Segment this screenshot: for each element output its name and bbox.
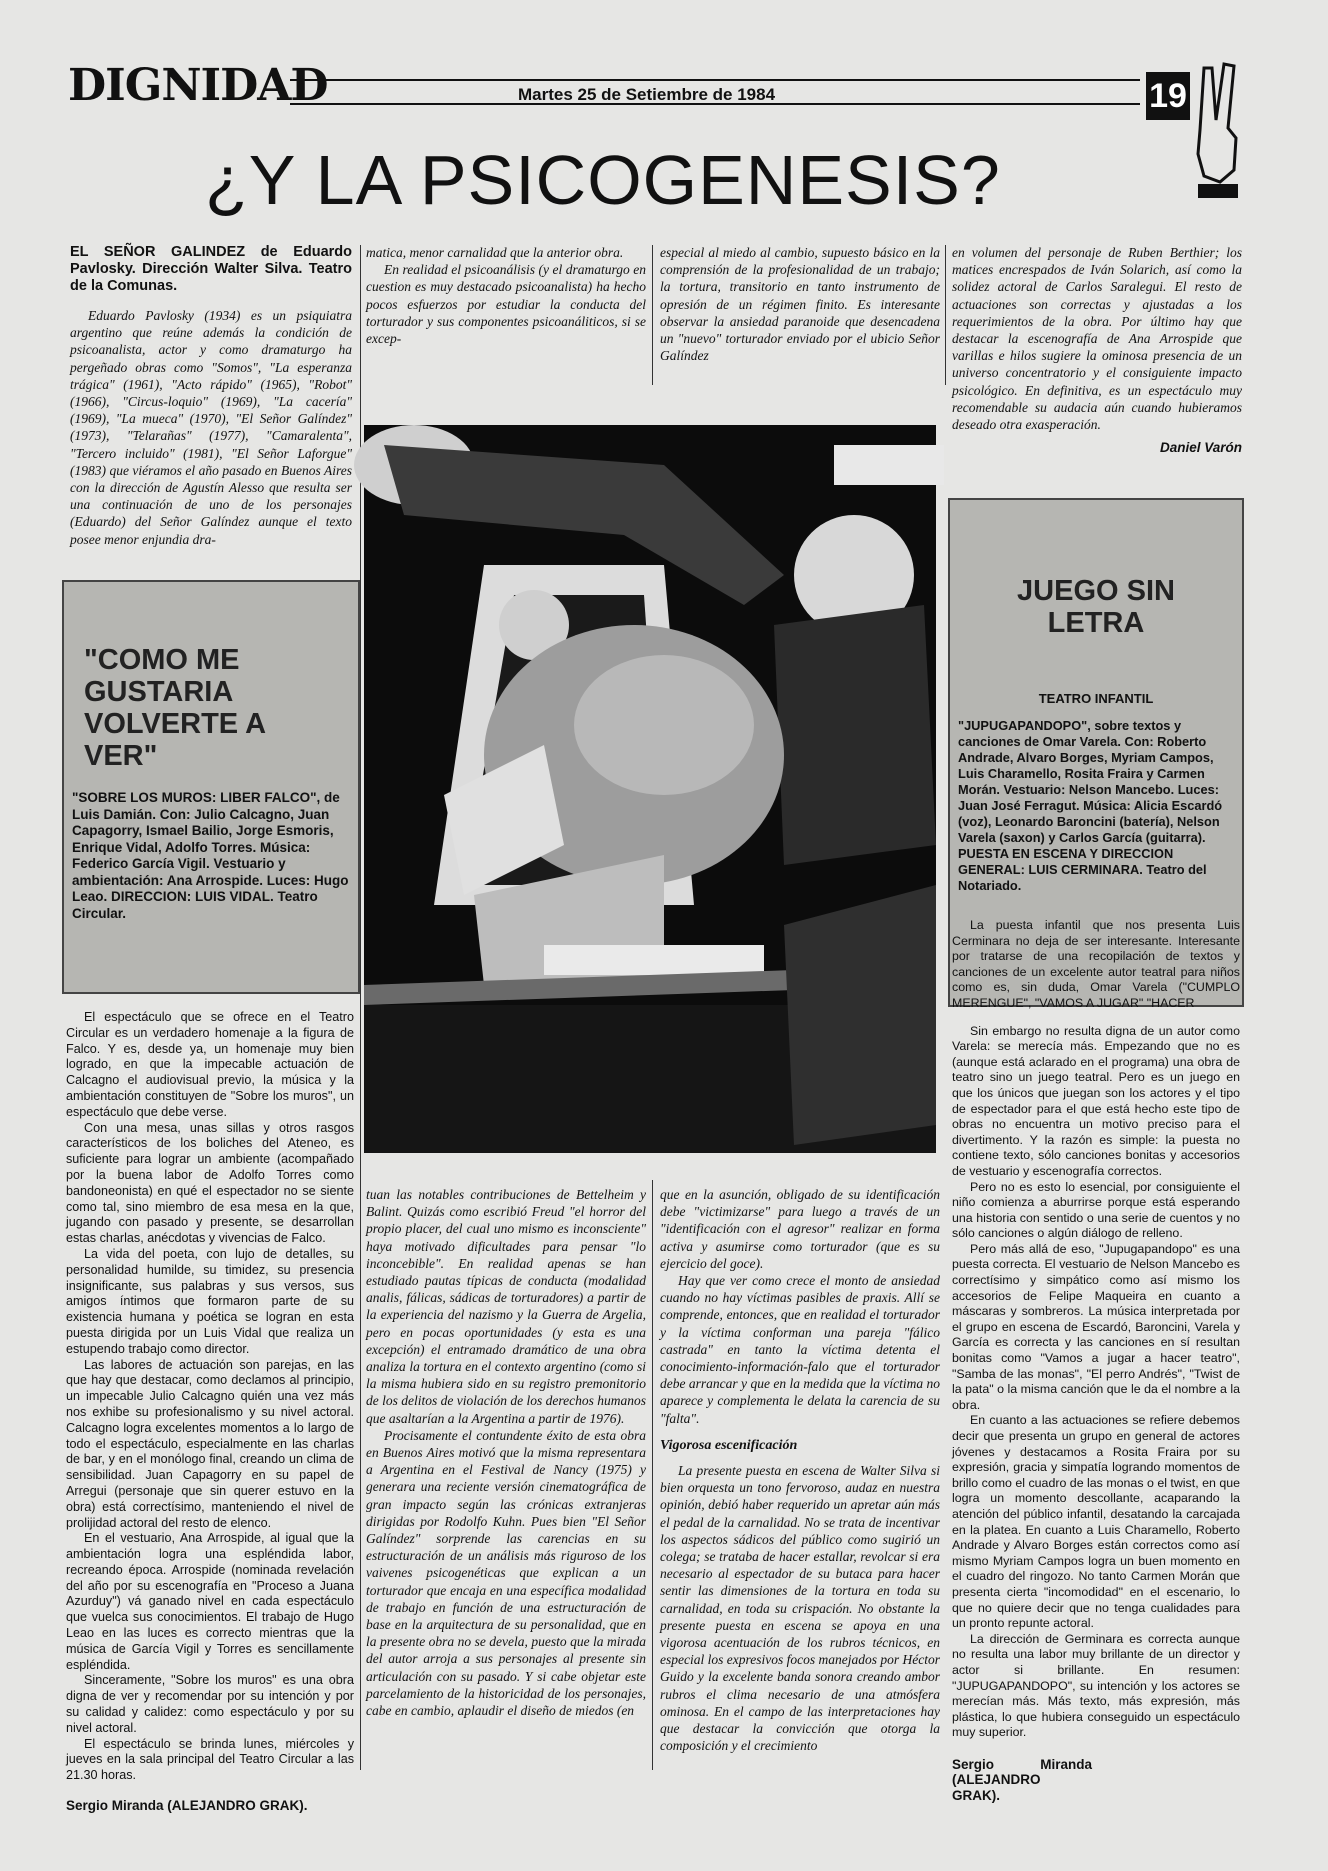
article-paragraph: Sinceramente, "Sobre los muros" es una obra digna de ver y recomendar por su intención y por su calidad y calidez: como espectáculo y por su nivel actoral. <box>66 1673 354 1735</box>
article-column <box>70 244 352 549</box>
review-title: "COMO ME GUSTARIA VOLVERTE A VER" <box>84 644 265 772</box>
article-paragraph: en volumen del personaje de Ruben Berthier; los matices encrespados de Iván Solarich, así como la solidez actoral de Carlos Saralegui. El resto de actuaciones son correctas y ajustadas a los requerimientos de la obra. Por último hay que destacar la escenografía de Ana Arrospide que varillas e hilos sugiere la ominosa presencia de un universo concentratorio y el consiguiente impacto psicológico. En definitiva, es un espectáculo muy recomendable su audacia aún cuando hubieramos deseado otra exasperación. <box>952 245 1242 433</box>
article-paragraph: Procisamente el contundente éxito de esta obra en Buenos Aires motivó que la misma representara a Argentina en el Festival de Nancy (1975) y generara una reciente versión cinematográfica de gran impacto según las crónicas extranjeras dirigidas por Rodolfo Kuhn. Pues bien "El Señor Galíndez" sorprende las carencias en su estructuración de un análisis más riguroso de los vaivenes psicogenéticas que explican a un torturador que encaja en una específica modalidad de trabajo en función de una estructuración de base en la arquitectura de su personalidad, que en la presente obra no se devela, puesto que la mirada del autor arroja a sus personajes al presente sin articulación con su pasado. Y si cabe objetar este parcelamiento de la historicidad de los personajes, cabe en cambio, aplaudir el diseño de miedos (en <box>366 1427 646 1719</box>
theatre-scene-photo <box>364 425 936 1153</box>
dateline: Martes 25 de Setiembre de 1984 <box>518 85 776 104</box>
article-paragraph: Con una mesa, unas sillas y otros rasgos característicos de los boliches del Ateneo, es suficiente para lograr un ambiente (acompañado por la buena labor de Adolfo Torres como bandoneonista) en qué el espectador no se siente como tal, sino miembro de esa mesa en la que, jugando con pasado y presente, se desarrollan estas charlas, anécdotas y vivencias de Falco. <box>66 1120 354 1246</box>
column-divider <box>945 245 946 385</box>
review-title: JUEGO SIN LETRA <box>1017 575 1175 639</box>
page-title: ¿Y LA PSICOGENESIS? <box>205 141 1001 219</box>
article-paragraph: Pero no es esto lo esencial, por consiguiente el niño comienza a aburrirse porque está esperando una historia con sentido o una serie de cuentos y no sólo canciones o algún diálogo de relleno. <box>952 1179 1240 1241</box>
article-paragraph: El espectáculo que se ofrece en el Teatro Circular es un verdadero homenaje a la figura de Falco. Y es, desde ya, un homenaje muy bien logrado, en que la impecable actuación de Calcagno el audiovisual previo, la música y la ambientación constituyen de "Sobre los muros", un espectáculo que debe verse. <box>66 1010 354 1119</box>
article-column <box>660 244 940 384</box>
article-paragraph: En realidad el psicoanálisis (y el dramaturgo en cuestion es muy destacado psicoanalista) ha hecho pocos esfuerzos por estudiar la conducta del torturador y sus componentes psicoanáliticos, si se excep- <box>366 262 646 347</box>
article-paragraph: Las labores de actuación son parejas, en las que hay que destacar, como declamos al principio, un impecable Julio Calcagno quién una vez más nos exhibe su profesionalismo y su nivel actoral. Calcagno logra excelentes momentos a lo largo de todo el espectáculo, especialmente en las charlas de bar, y en el monólogo final, creando un clima de sensibilidad. Juan Capagorry en su papel de Arregui (personaje que sin querer estuvo en la obra) está correctísimo, manteniendo el nivel de prolijidad actoral del resto de elenco. <box>66 1357 354 1530</box>
article-column <box>660 1186 940 1791</box>
masthead: DIGNIDAD <box>68 60 328 111</box>
article-credits: EL SEÑOR GALINDEZ de Eduardo Pavlosky. Dirección Walter Silva. Teatro de la Comunas. <box>70 244 352 294</box>
article-paragraph: La presente puesta en escena de Walter Silva si bien orquesta un tono fervoroso, audaz en nuestra opinión, debió haber requerido un apretar aún más el pedal de la carnalidad. No se trata de incentivar los aspectos sádicos del público como sugirió un colega; se trataba de hacer estallar, revolcar si era necesario al espectador de su butaca para hacer sentir las dimensiones de la tortura en toda su carnalidad, en toda su crispación. No obstante la presente puesta en escena se apoya en una vigorosa acentuación de los rubros técnicos, en especial los expresivos focos manejados por Héctor Guido y la excelente banda sonora creando ambor rubros el clima necesario de una atmósfera ominosa. En el campo de las interpretaciones hay que destacar la convicción que otorga la composición y el crecimiento <box>660 1463 940 1754</box>
review-credits: "JUPUGAPANDOPO", sobre textos y canciones de Omar Varela. Con: Roberto Andrade, Alvaro Borges, Myriam Campos, Luis Charamello, Rosita Fraira y Carmen Morán. Vestuario: Nelson Mancebo. Luces: Juan José Ferragut. Música: Alicia Escardó (voz), Leonardo Baroncini (batería), Nelson Varela (saxon) y Carlos García (guitarra). PUESTA EN ESCENA Y DIRECCION GENERAL: LUIS CERMINARA. Teatro del Notariado. <box>958 718 1223 893</box>
article-signature: Sergio Miranda (ALEJANDRO GRAK). <box>66 1798 308 1814</box>
header-rule <box>290 79 1140 81</box>
article-signature: Daniel Varón <box>1159 440 1242 456</box>
article-paragraph: En el vestuario, Ana Arrospide, al igual que la ambientación logra una espléndida labor, recreando época. Arrospide (nominada revelación del año por su escenografía en "Proceso a Juana Azurduy") vá ganado nivel en cada espectáculo que vuelca sus conocimientos. El trabajo de Hugo Leao en las luces es correcto mientras que la música de García Vigil y Torres es sencillamente espléndida. <box>66 1531 354 1672</box>
column-divider <box>652 245 653 385</box>
article-paragraph: Eduardo Pavlosky (1934) es un psiquiatra argentino que reúne además la condición de psicoanalista, actor y como dramaturgo ha pergeñado obras como "Somos", "La esperanza trágica" (1961), "Acto rápido" (1965), "Robot" (1966), "Circus-loquio" (1969), "La cacería" (1969), "La mueca" (1970), "El Señor Galíndez" (1973), "Telarañas" (1977), "Camaralenta", "Tercero incluido" (1981), "El Señor Laforgue" (1983) que viéramos el año pasado en Buenos Aires con la dirección de Agustín Alesso que resulta ser una continuación de uno de los personajes (Eduardo) del Señor Galíndez aunque el texto posee menor enjundia dra- <box>70 308 352 547</box>
column-divider <box>652 1180 653 1770</box>
article-column <box>952 918 1240 1804</box>
article-column <box>366 244 646 384</box>
article-column <box>366 1186 646 1791</box>
section-label: TEATRO INFANTIL <box>1038 691 1154 706</box>
article-paragraph: Sin embargo no resulta digna de un autor como Varela: se merecía más. Empezando que no es (aunque está aclarado en el programa) una obra de teatro sino un juego teatral. Pero es un juego en que los únicos que juegan son los actores y el tipo de espectador para el que está hecho este tipo de obras no encuentra un motivo preciso para el divertimento. Y la razón es simple: la puesta no contiene texto, sólo canciones bonitas y accesorios de vestuario y escenografía correctos. <box>952 1023 1240 1178</box>
article-paragraph: En cuanto a las actuaciones se refiere debemos decir que presenta un grupo en general de actores jóvenes y destacamos a Rosita Fraira por su expresión, gracia y simpatía logrando momentos de brillo como el cuadro de las monas o el twist, en que logra un momento descollante, acaparando la atención del público infantil, desatando la carcajada en la platea. En cuanto a Luis Charamello, Roberto Andrade y Alvaro Borges están correctos como así mismo Myriam Campos logra un buen momento en el cuadro del ringozo. No tanto Carmen Morán que presenta cierta "incomodidad" en el escenario, lo que no quiere decir que no tenga cualidades para un pronto repunte actoral. <box>952 1413 1240 1631</box>
review-credits: "SOBRE LOS MUROS: LIBER FALCO", de Luis Damián. Con: Julio Calcagno, Juan Capagorry, Ismael Bailio, Jorge Esmoris, Enrique Vidal, Adolfo Torres. Música: Federico García Vigil. Vestuario y ambientación: Ana Arrospide. Luces: Hugo Leao. DIRECCION: LUIS VIDAL. Teatro Circular. <box>72 790 349 921</box>
article-paragraph: Hay que ver como crece el monto de ansiedad cuando no hay víctimas pasibles de praxis. Allí se comprende, entonces, que en realidad el torturador y la víctima conforman una pareja "fálico castrada" en tanto la víctima detenta el conocimiento-información-falo que el torturador debe arrancar y que en la medida que la víctima no aparece y complementa le delata la carencia de su "falta". <box>660 1273 940 1426</box>
article-paragraph: La vida del poeta, con lujo de detalles, su personalidad humilde, su timidez, su presencia insignificante, sus palabras y sus versos, sus amigos íntimos que formaron parte de su existencia humana y poética se logran en esta puesta dirigida por un Luis Vidal que realiza un estupendo trabajo como director. <box>66 1246 354 1356</box>
article-paragraph: Pero más allá de eso, "Jupugapandopo" es una puesta correcta. El vestuario de Nelson Mancebo es correctísimo y simpático como así mismo los accesorios de Felipe Maqueira en cuanto a máscaras y sombreros. La música interpretada por el grupo en escena de Escardó, Baroncini, Varela y García es correcta y las canciones en sí resultan bonitas como "Vamos a jugar a hacer teatro", "Samba de las monas", "El perro Andrés", "Twist de la pata" o la misma canción que le da el nombre a la obra. <box>952 1241 1240 1412</box>
article-paragraph: tuan las notables contribuciones de Bettelheim y Balint. Quizás como escribió Freud "el horror del propio placer, del cual uno mismo es inconsciente" haya motivado dificultades para pensar "lo inconcebible". En realidad apenas se han estudiado pautas típicas de conducta (modalidad analis, fálicas, sádicas de torturadores) a partir de la experiencia del nazismo y la Guerra de Argelia, pero en pocas oportunidades (y esta es una excepción) el entramado dramático de una obra analiza la tortura en el contexto argentino (como si la misma hubiera sido en su registro premonitorio de los delitos de violación de los derechos humanos que asaltarían a la Argentina a partir de 1976). <box>366 1187 646 1426</box>
article-paragraph: El espectáculo se brinda lunes, miércoles y jueves en la sala principal del Teatro Circular a las 21.30 horas. <box>66 1736 354 1783</box>
section-subhead: Vigorosa escenificación <box>660 1437 798 1453</box>
review-box <box>62 580 360 994</box>
page-number: 19 <box>1146 72 1190 120</box>
article-paragraph: que en la asunción, obligado de su identificación debe "victimizarse" para luego a través de un "identificación con el agresor" realizar en forma activa y asumirse como torturador (que es su ejercicio del goce). <box>660 1187 940 1271</box>
article-signature: Sergio Miranda (ALEJANDRO GRAK). <box>952 1756 1092 1804</box>
article-paragraph: especial al miedo al cambio, supuesto básico en la comprensión de la profesionalidad de un trabajo; la tortura, transitorio en tanto instrumento de opresión de un régimen finito. Es interesante observar la ansiedad paranoide que desencadena un "nuevo" torturador enviado por el ubicio Señor Galíndez <box>660 245 940 364</box>
victory-hand-icon <box>1190 58 1252 208</box>
article-paragraph: La dirección de Germinara es correcta aunque no resulta una labor muy brillante de un director y actor si brillante. En resumen: "JUPUGAPANDOPO", su intención y los actores se merecían más. Más texto, más expresión, más plástica, lo que hubiera conseguido un espectáculo muy superior. <box>952 1631 1240 1740</box>
article-paragraph: matica, menor carnalidad que la anterior obra. <box>366 245 624 260</box>
article-paragraph: La puesta infantil que nos presenta Luis Cerminara no deja de ser interesante. Interesante por tratarse de una recopilación de textos y canciones de un excelente autor teatral para niños como es, sin duda, Omar Varela ("CUMPLO MERENGUE", "VAMOS A JUGAR" "HACER <box>952 918 1240 1010</box>
article-column <box>952 244 1242 494</box>
article-column <box>66 1010 354 1814</box>
